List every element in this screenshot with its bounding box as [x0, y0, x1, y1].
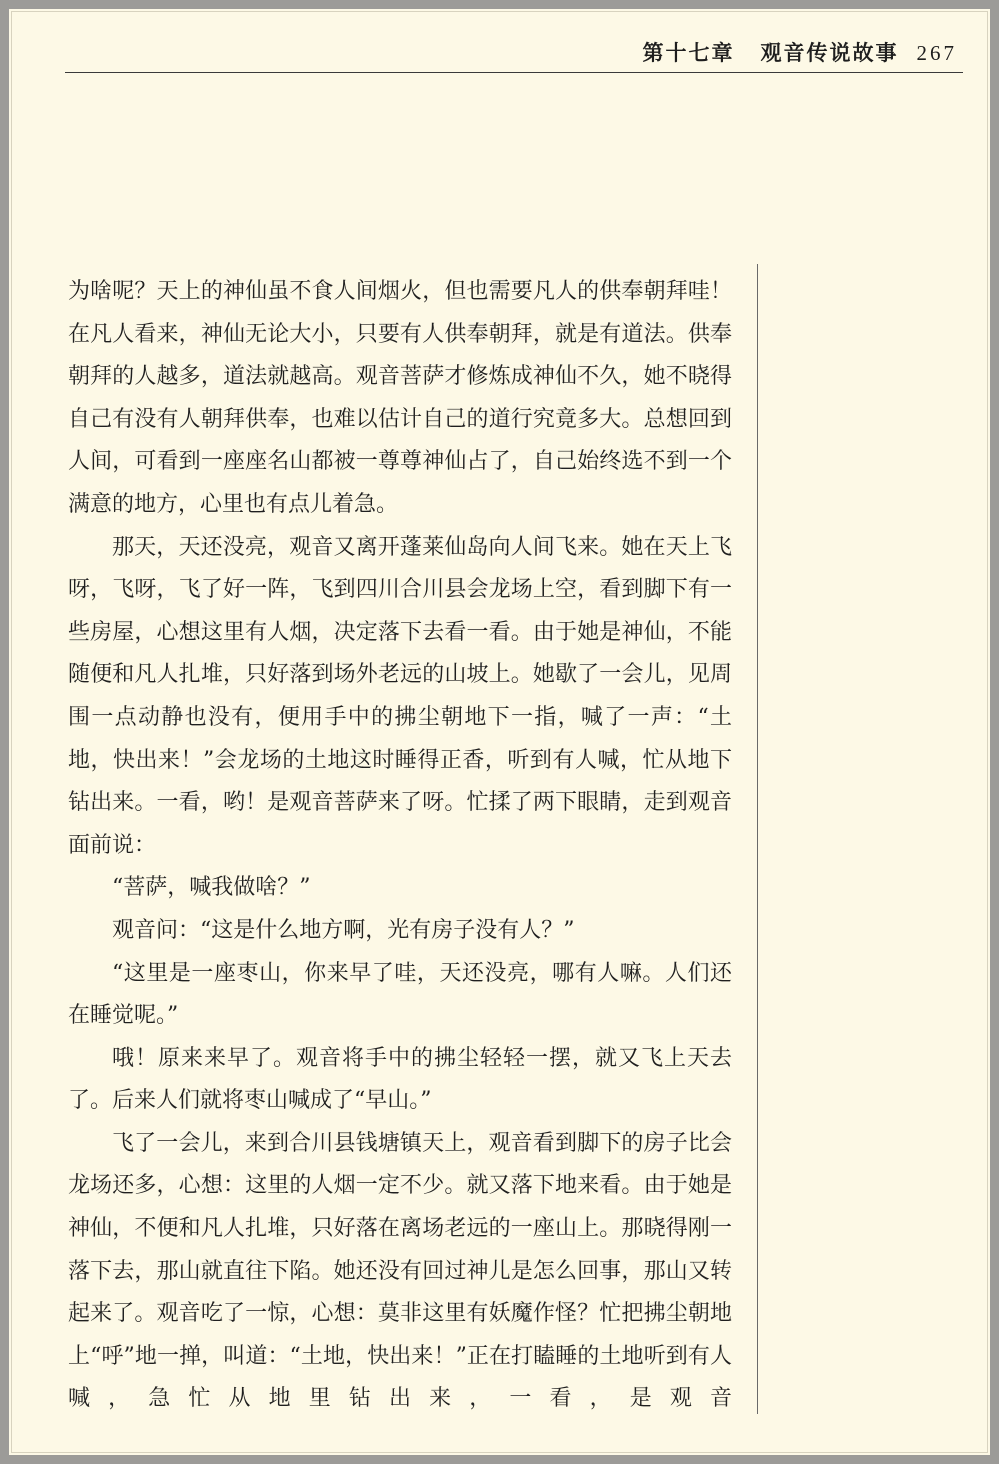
running-header [65, 31, 963, 73]
body-text [68, 271, 732, 1421]
paragraph: 那天，天还没亮，观音又离开蓬莱仙岛向人间飞来。她在天上飞呀，飞呀，飞了好一阵，飞到四川合川县会龙场上空，看到脚下有一些房屋，心想这里有人烟，决定落下去看一看。由于她是神仙，不能随便和凡人扎堆，只好落到场外老远的山坡上。她歇了一会儿，见周围一点动静也没有，便用手中的拂尘朝地下一指，喊了一声：“土地，快出来！”会龙场的土地这时睡得正香，听到有人喊，忙从地下钻出来。一看，哟！是观音菩萨来了呀。忙揉了两下眼睛，走到观音面前说： [68, 534, 732, 858]
header-rule [65, 72, 963, 73]
paragraph: “菩萨，喊我做啥？” [112, 875, 311, 901]
margin-rule [757, 264, 758, 1414]
chapter-label: 第十七章 [642, 40, 735, 65]
chapter-title: 观音传说故事 [760, 40, 899, 65]
paragraph: “这里是一座枣山，你来早了哇，天还没亮，哪有人嘛。人们还在睡觉呢。” [68, 960, 732, 1029]
header-text [643, 37, 958, 67]
paragraph: 飞了一会儿，来到合川县钱塘镇天上，观音看到脚下的房子比会龙场还多，心想：这里的人烟一定不少。就又落下地来看。由于她是神仙，不便和凡人扎堆，只好落在离场老远的一座山上。那晓得刚一落下去，那山就直往下陷。她还没有回过神儿是怎么回事，那山又转起来了。观音吃了一惊，心想：莫非这里有妖魔作怪？忙把拂尘朝地上“呼”地一掸，叫道：“土地，快出来！”正在打瞌睡的土地听到有人喊，急忙从地里钻出来，一看，是观音 [68, 1130, 732, 1412]
paragraph: 观音问：“这是什么地方啊，光有房子没有人？” [112, 917, 575, 943]
page-number: 267 [916, 41, 957, 65]
paragraph: 哦！原来来早了。观音将手中的拂尘轻轻一摆，就又飞上天去了。后来人们就将枣山喊成了“早山。” [68, 1045, 732, 1114]
paragraph: 为啥呢？天上的神仙虽不食人间烟火，但也需要凡人的供奉朝拜哇！在凡人看来，神仙无论大小，只要有人供奉朝拜，就是有道法。供奉朝拜的人越多，道法就越高。观音菩萨才修炼成神仙不久，她不晓得自己有没有人朝拜供奉，也难以估计自己的道行究竟多大。总想回到人间，可看到一座座名山都被一尊尊神仙占了，自己始终选不到一个满意的地方，心里也有点儿着急。 [68, 279, 732, 517]
